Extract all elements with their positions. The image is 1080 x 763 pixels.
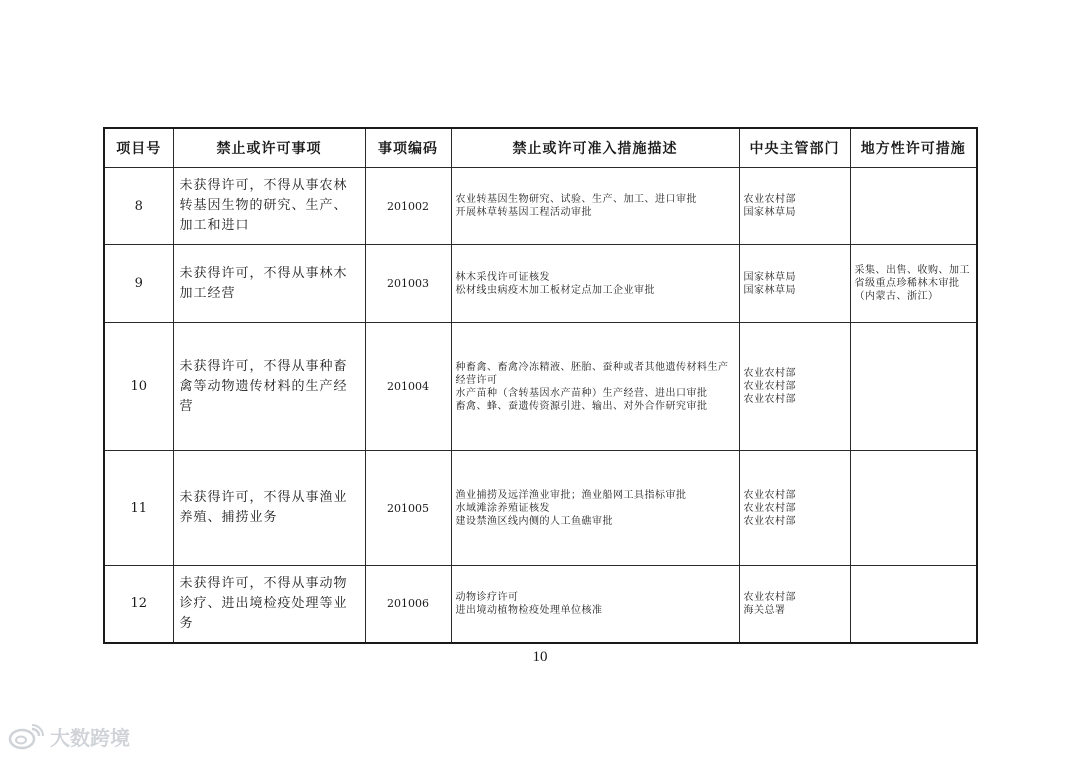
dept-text: 国家林草局 [743, 284, 796, 296]
item-code: 201002 [365, 168, 451, 245]
local-measure [850, 323, 977, 451]
dept-text: 农业农村部 [743, 489, 796, 501]
measure-text: 开展林草转基因工程活动审批 [455, 207, 592, 218]
measure-text: 种畜禽、畜禽冷冻精液、胚胎、蚕种或者其他遗传材料生产经营许可 [455, 361, 729, 386]
measure-text: 渔业捕捞及远洋渔业审批；渔业船网工具指标审批 [455, 489, 687, 501]
measure-text: 农业转基因生物研究、试验、生产、加工、进口审批 [455, 194, 697, 205]
header-matter: 禁止或许可事项 [173, 128, 365, 168]
dept-text: 农业农村部 [743, 502, 796, 514]
measure-text: 林木采伐许可证核发 [455, 271, 550, 283]
measures-cell [451, 323, 739, 451]
dept-cell [739, 168, 850, 245]
local-measure [850, 566, 977, 643]
matter-text: 未获得许可，不得从事农林转基因生物的研究、生产、加工和进口 [173, 168, 365, 245]
dept-text: 农业农村部 [743, 394, 796, 405]
dept-text: 农业农村部 [743, 194, 796, 205]
measure-text: 松材线虫病疫木加工板材定点加工企业审批 [455, 284, 655, 296]
measure-text: 建设禁渔区线内侧的人工鱼礁审批 [455, 515, 613, 527]
header-dept: 中央主管部门 [739, 128, 850, 168]
watermark-text: 大数跨境 [50, 726, 130, 750]
item-number: 9 [104, 245, 173, 323]
item-code: 201005 [365, 451, 451, 566]
table-row [104, 451, 977, 566]
matter-text: 未获得许可，不得从事渔业养殖、捕捞业务 [173, 451, 365, 566]
item-number: 11 [104, 451, 173, 566]
dept-cell [739, 323, 850, 451]
header-local: 地方性许可措施 [850, 128, 977, 168]
dept-text: 国家林草局 [743, 271, 796, 283]
table-row [104, 323, 977, 451]
measures-cell [451, 245, 739, 323]
matter-text: 未获得许可，不得从事林木加工经营 [173, 245, 365, 323]
header-item-no: 项目号 [104, 128, 173, 168]
item-number: 10 [104, 323, 173, 451]
measures-cell [451, 168, 739, 245]
dept-cell [739, 566, 850, 643]
measure-text: 水产苗种（含转基因水产苗种）生产经营、进出口审批 [455, 387, 708, 399]
table-row [104, 245, 977, 323]
admission-table [103, 127, 978, 644]
table-row [104, 168, 977, 245]
item-number: 8 [104, 168, 173, 245]
item-code: 201003 [365, 245, 451, 323]
dept-text: 农业农村部 [743, 381, 796, 392]
local-measure: 采集、出售、收购、加工省级重点珍稀林木审批（内蒙古、浙江） [850, 245, 977, 323]
measure-text: 畜禽、蜂、蚕遗传资源引进、输出、对外合作研究审批 [455, 400, 708, 412]
item-code: 201004 [365, 323, 451, 451]
dept-text: 农业农村部 [743, 515, 796, 527]
matter-text: 未获得许可，不得从事动物诊疗、进出境检疫处理等业务 [173, 566, 365, 643]
dept-text: 国家林草局 [743, 207, 796, 218]
measure-text: 动物诊疗许可 [455, 591, 519, 603]
local-measure [850, 451, 977, 566]
weibo-logo-icon [8, 724, 44, 750]
measure-text: 进出境动植物检疫处理单位核准 [455, 604, 603, 616]
measure-text: 水域滩涂养殖证核发 [455, 502, 550, 514]
matter-text: 未获得许可，不得从事种畜禽等动物遗传材料的生产经营 [173, 323, 365, 451]
table-row [104, 566, 977, 643]
dept-text: 海关总署 [743, 604, 786, 616]
dept-cell [739, 451, 850, 566]
local-measure [850, 168, 977, 245]
item-number: 12 [104, 566, 173, 643]
measures-cell [451, 566, 739, 643]
item-code: 201006 [365, 566, 451, 643]
header-code: 事项编码 [365, 128, 451, 168]
watermark [8, 722, 130, 751]
dept-cell [739, 245, 850, 323]
dept-text: 农业农村部 [743, 368, 796, 379]
page-number: 10 [532, 649, 548, 665]
dept-text: 农业农村部 [743, 591, 796, 603]
measures-cell [451, 451, 739, 566]
table-header-row [104, 128, 977, 168]
header-measures: 禁止或许可准入措施描述 [451, 128, 739, 168]
